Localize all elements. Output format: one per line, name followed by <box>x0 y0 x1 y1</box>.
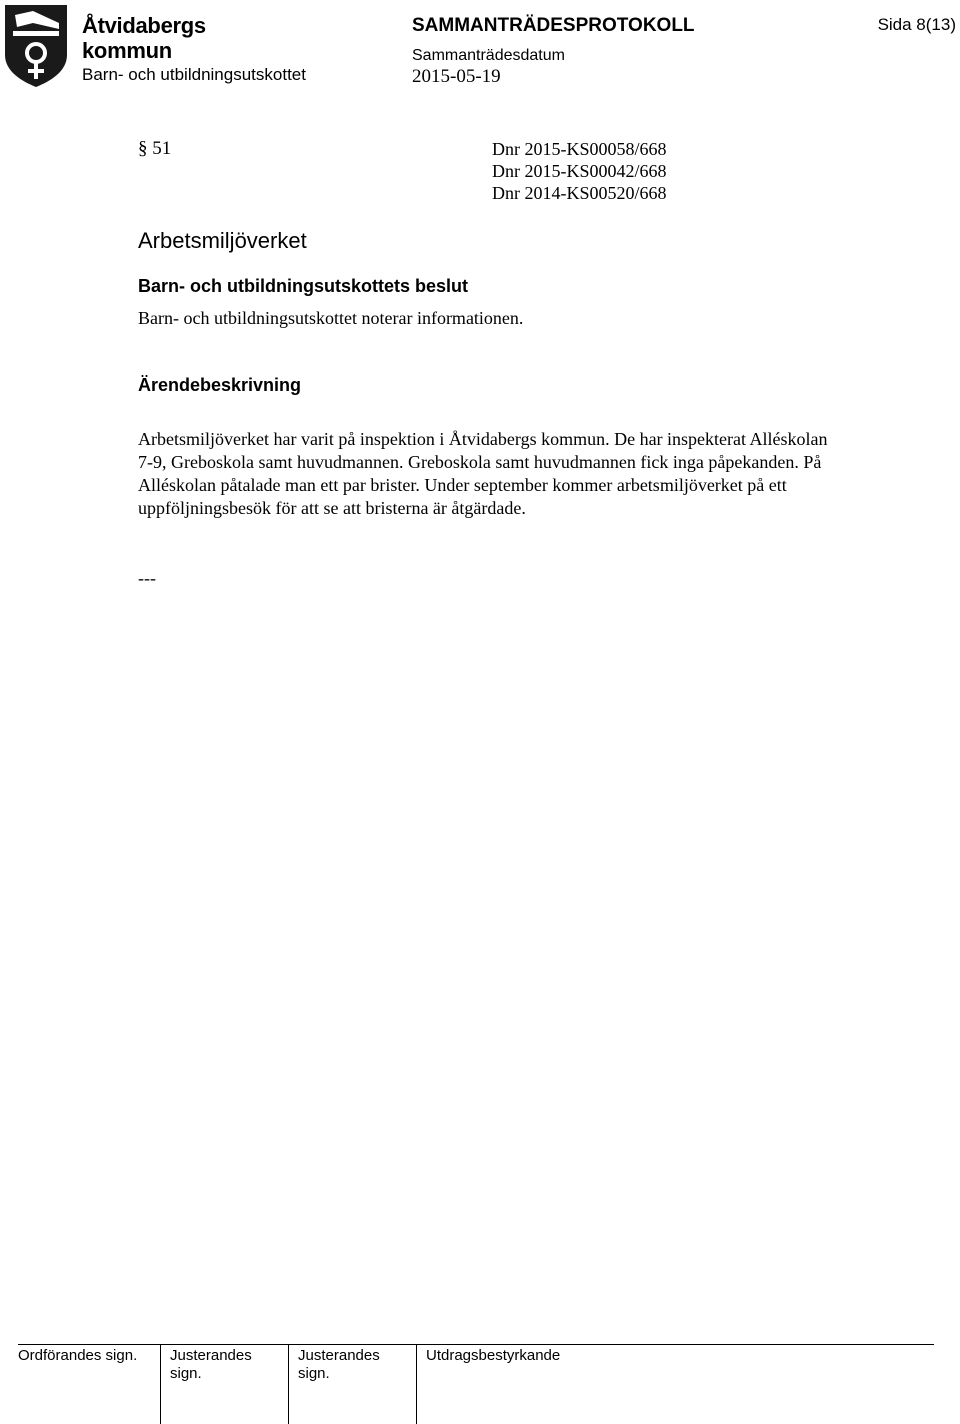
organization-name <box>82 13 206 63</box>
adjuster-signature-label: Justerandes sign. <box>298 1347 380 1382</box>
decision-text: Barn- och utbildningsutskottet noterar informationen. <box>138 308 524 328</box>
footer-column-divider <box>288 1345 289 1424</box>
description-heading: Ärendebeskrivning <box>138 375 302 395</box>
footer-column-divider <box>160 1345 161 1424</box>
organization-name-line1: Åtvidabergs <box>82 13 206 38</box>
registration-number: Dnr 2015-KS00058/668 <box>492 139 667 159</box>
footer-divider <box>18 1344 934 1345</box>
page-number: Sida 8(13) <box>877 15 956 34</box>
decision-heading: Barn- och utbildningsutskottets beslut <box>138 276 469 296</box>
coat-of-arms-icon <box>3 3 69 89</box>
chair-signature-label: Ordförandes sign. <box>18 1347 138 1364</box>
case-title: Arbetsmiljöverket <box>138 228 307 253</box>
description-text: Arbetsmiljöverket har varit på inspektion i Åtvidabergs kommun. De har inspekterat Alléskolan 7-9, Greboskola samt huvudmannen. Greboskola samt huvudmannen fick inga påpekanden. På Alléskolan påtalade man ett par brister. Under september kommer arbetsmiljöverket på ett uppföljningsbesök för att se att bristerna är åtgärdade. <box>138 429 828 518</box>
registration-number: Dnr 2014-KS00520/668 <box>492 183 667 203</box>
meeting-date-label: Sammanträdesdatum <box>412 47 565 64</box>
adjuster-signature-label: Justerandes sign. <box>170 1347 252 1382</box>
document-title: SAMMANTRÄDESPROTOKOLL <box>412 15 695 36</box>
committee-name: Barn- och utbildningsutskottet <box>82 65 306 84</box>
paragraph-number: § 51 <box>138 138 172 159</box>
meeting-date-value: 2015-05-19 <box>412 66 501 87</box>
registration-number: Dnr 2015-KS00042/668 <box>492 161 667 181</box>
certification-label: Utdragsbestyrkande <box>426 1347 561 1364</box>
section-end-mark: --- <box>138 568 156 588</box>
registration-numbers <box>492 138 667 204</box>
organization-name-line2: kommun <box>82 38 172 63</box>
footer-column-divider <box>416 1345 417 1424</box>
